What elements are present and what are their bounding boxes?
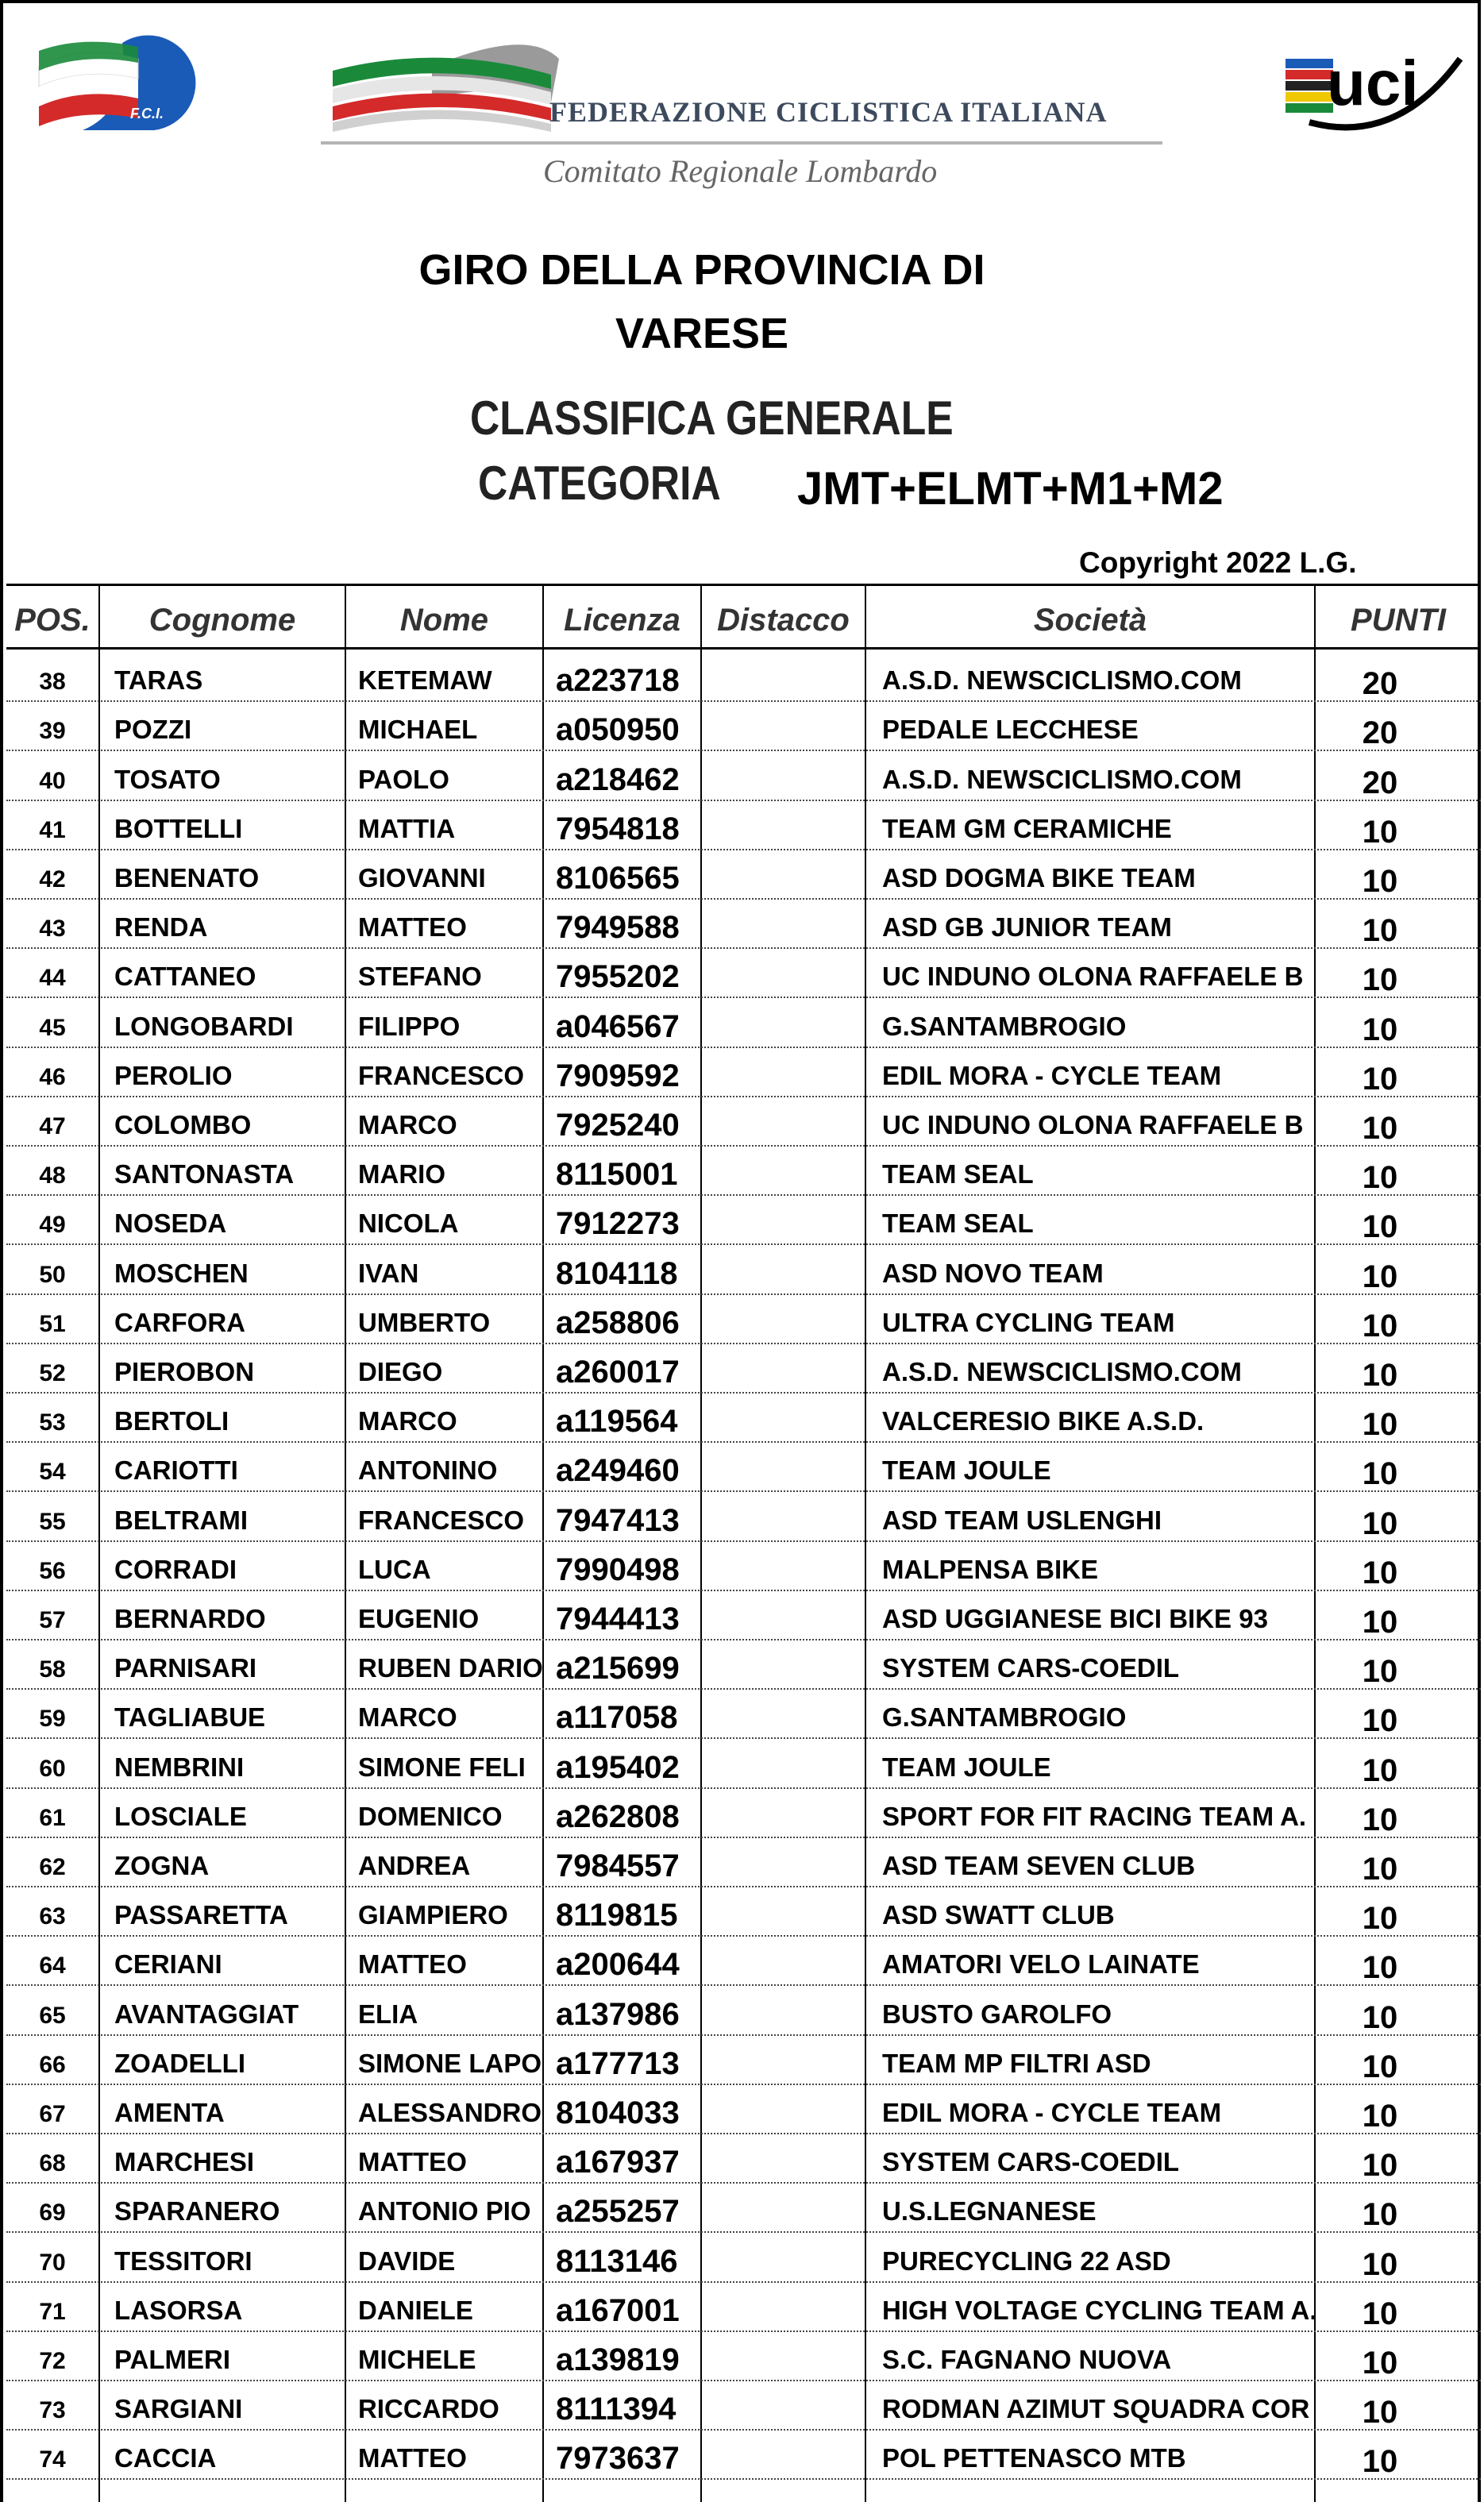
cell-licenza: a167937 [556,2145,680,2180]
cell-licenza: a139819 [556,2342,680,2377]
table-row [6,1443,1481,1492]
header-societa: Società [1033,602,1147,638]
table-row [6,1690,1481,1739]
table-row [6,850,1481,900]
table-row [6,1591,1481,1640]
cell-nome: MARCO [358,1702,457,1733]
header-pos: POS. [14,602,91,638]
cell-pos: 53 [39,1409,66,1436]
cell-nome: SIMONE FELI [358,1752,526,1782]
table-row [6,1245,1481,1294]
table-row [6,1887,1481,1937]
cell-nome: STEFANO [358,962,482,992]
cell-nome: DIEGO [358,1356,443,1386]
table-row [6,2134,1481,2184]
cell-pos: 64 [39,1953,66,1980]
cell-punti: 10 [1362,1012,1398,1047]
cell-cognome: LASORSA [114,2295,243,2325]
table-row [6,2283,1481,2332]
cell-cognome: BERNARDO [114,1603,266,1633]
table-row [6,1344,1481,1394]
cell-societa: MALPENSA BIKE [882,1554,1098,1584]
cell-licenza: 7912273 [556,1206,680,1242]
cell-pos: 67 [39,2100,66,2127]
cell-pos: 48 [39,1162,66,1189]
table-row [6,1196,1481,1245]
cell-societa: U.S.LEGNANESE [882,2196,1097,2226]
cell-cognome: CATTANEO [114,962,256,992]
cell-licenza: a050950 [556,712,680,748]
cell-punti: 10 [1362,1555,1398,1590]
cell-pos: 43 [39,916,66,943]
cell-punti: 10 [1362,1654,1398,1690]
cell-societa: TEAM GM CERAMICHE [882,813,1172,843]
federation-subtitle: Comitato Regionale Lombardo [543,153,938,189]
cell-pos: 54 [39,1459,66,1486]
cell-cognome: SARGIANI [114,2394,243,2424]
row-separator [6,2478,1481,2480]
cell-licenza: a167001 [556,2292,680,2328]
cell-punti: 10 [1362,863,1398,899]
table-row [6,1739,1481,1788]
cell-cognome: PIEROBON [114,1356,255,1386]
cell-pos: 55 [39,1508,66,1535]
federation-name: FEDERAZIONE CICLISTICA ITALIANA [549,96,1108,128]
cell-punti: 10 [1362,913,1398,949]
cell-nome: LUCA [358,1554,431,1584]
cell-pos: 60 [39,1755,66,1782]
cell-cognome: MOSCHEN [114,1258,249,1288]
cell-nome: KETEMAW [358,665,492,696]
cell-punti: 10 [1362,2148,1398,2184]
cell-cognome: LOSCIALE [114,1801,247,1831]
cell-societa: SPORT FOR FIT RACING TEAM A. [882,1801,1307,1831]
cell-licenza: 8111394 [556,2392,676,2427]
cell-societa: ASD GB JUNIOR TEAM [882,912,1172,943]
cell-societa: EDIL MORA - CYCLE TEAM [882,2097,1222,2127]
cell-punti: 10 [1362,1160,1398,1196]
table-row [6,900,1481,949]
cell-pos: 39 [39,718,66,745]
table-row [6,1147,1481,1196]
cell-punti: 10 [1362,1604,1398,1640]
cell-nome: FRANCESCO [358,1505,525,1535]
cell-licenza: a046567 [556,1008,680,1044]
table-row [6,2036,1481,2085]
cell-pos: 73 [39,2397,66,2424]
cell-societa: HIGH VOLTAGE CYCLING TEAM A. [882,2295,1317,2325]
cell-pos: 65 [39,2002,66,2029]
cell-pos: 74 [39,2446,66,2473]
cell-punti: 10 [1362,1802,1398,1837]
cell-societa: POL PETTENASCO MTB [882,2443,1186,2473]
cell-licenza: a249460 [556,1453,680,1489]
cell-licenza: a260017 [556,1354,680,1390]
cell-cognome: SPARANERO [114,2196,280,2226]
cell-pos: 59 [39,1706,66,1733]
table-row [6,1640,1481,1690]
cell-punti: 10 [1362,1851,1398,1887]
header-nome: Nome [399,602,489,638]
cell-nome: DAVIDE [358,2246,456,2276]
fci-logo-icon [35,35,210,138]
cell-punti: 20 [1362,666,1398,702]
cell-pos: 72 [39,2347,66,2374]
table-row [6,1986,1481,2035]
cell-nome: SIMONE LAPO [358,2048,542,2078]
table-top-border [6,584,1481,586]
cell-cognome: LONGOBARDI [114,1011,294,1041]
cell-pos: 49 [39,1212,66,1239]
cell-cognome: BERTOLI [114,1406,229,1436]
cell-cognome: ZOGNA [114,1850,210,1880]
cell-societa: S.C. FAGNANO NUOVA [882,2344,1172,2374]
cell-pos: 61 [39,1804,66,1831]
cell-nome: ANDREA [358,1850,471,1880]
table-row [6,2233,1481,2282]
cell-cognome: RENDA [114,912,208,943]
cell-licenza: a177713 [556,2045,680,2081]
cell-cognome: AVANTAGGIAT [114,1999,299,2029]
table-row [6,1394,1481,1443]
cell-cognome: PASSARETTA [114,1900,288,1930]
cell-pos: 70 [39,2249,66,2276]
cell-societa: G.SANTAMBROGIO [882,1702,1127,1733]
cell-punti: 10 [1362,1061,1398,1097]
cell-pos: 68 [39,2150,66,2177]
table-row [6,2381,1481,2431]
cell-nome: MICHELE [358,2344,476,2374]
copyright-text: Copyright 2022 L.G. [1079,546,1357,579]
cell-nome: UMBERTO [358,1307,491,1337]
cell-nome: MARCO [358,1109,457,1139]
race-title-line2: VARESE [615,310,789,357]
cell-societa: TEAM JOULE [882,1455,1051,1486]
cell-licenza: a137986 [556,1996,680,2032]
table-row [6,1492,1481,1541]
cell-nome: MATTEO [358,912,467,943]
cell-licenza: a223718 [556,663,680,699]
table-row [6,2332,1481,2381]
cell-pos: 69 [39,2199,66,2226]
cell-societa: ULTRA CYCLING TEAM [882,1307,1175,1337]
cell-licenza: 7947413 [556,1502,680,1538]
cell-cognome: TESSITORI [114,2246,252,2276]
cell-licenza: a258806 [556,1305,680,1340]
cell-punti: 10 [1362,1950,1398,1986]
cell-nome: MATTIA [358,813,456,843]
cell-cognome: SANTONASTA [114,1159,295,1189]
cell-licenza: a262808 [556,1798,680,1834]
cell-societa: SYSTEM CARS-COEDIL [882,2147,1180,2177]
federation-divider [321,141,1162,145]
cell-punti: 20 [1362,765,1398,800]
cell-societa: ASD TEAM SEVEN CLUB [882,1850,1196,1880]
fci-logo-text: F.C.I. [130,106,164,121]
cell-societa: A.S.D. NEWSCICLISMO.COM [882,764,1242,794]
cell-pos: 44 [39,965,66,992]
cell-pos: 57 [39,1606,66,1633]
uci-logo-text: uci [1327,48,1419,118]
cell-nome: FRANCESCO [358,1060,525,1090]
cell-licenza: 8119815 [556,1898,678,1933]
cell-pos: 58 [39,1656,66,1683]
cell-societa: ASD DOGMA BIKE TEAM [882,862,1196,892]
cell-cognome: POZZI [114,715,192,745]
cell-licenza: 8113146 [556,2243,678,2279]
cell-licenza: 7949588 [556,910,680,946]
cell-societa: ASD NOVO TEAM [882,1258,1104,1288]
cell-punti: 10 [1362,1901,1398,1937]
cell-societa: A.S.D. NEWSCICLISMO.COM [882,1356,1242,1386]
cell-pos: 47 [39,1112,66,1139]
cell-nome: ALESSANDRO [358,2097,542,2127]
cell-cognome: CACCIA [114,2443,217,2473]
cell-punti: 10 [1362,1407,1398,1443]
cell-nome: ANTONINO [358,1455,498,1486]
header-punti: PUNTI [1351,602,1446,638]
cell-punti: 10 [1362,2296,1398,2331]
cell-nome: ANTONIO PIO [358,2196,531,2226]
cell-societa: TEAM SEAL [882,1209,1034,1239]
race-title-line1: GIRO DELLA PROVINCIA DI [418,246,985,294]
cell-licenza: a215699 [556,1651,680,1687]
cell-cognome: ZOADELLI [114,2048,245,2078]
cell-cognome: PEROLIO [114,1060,233,1090]
cell-pos: 46 [39,1063,66,1090]
cell-licenza: 7954818 [556,811,680,846]
cell-societa: TEAM MP FILTRI ASD [882,2048,1151,2078]
cell-licenza: 7925240 [556,1107,680,1143]
cell-punti: 10 [1362,2395,1398,2431]
cell-societa: VALCERESIO BIKE A.S.D. [882,1406,1205,1436]
cell-nome: MATTEO [358,2147,467,2177]
cell-cognome: PARNISARI [114,1653,257,1683]
cell-pos: 40 [39,767,66,794]
cell-cognome: COLOMBO [114,1109,252,1139]
cell-pos: 41 [39,816,66,843]
cell-cognome: CORRADI [114,1554,237,1584]
cell-societa: ASD UGGIANESE BICI BIKE 93 [882,1603,1268,1633]
cell-punti: 10 [1362,2049,1398,2084]
cell-societa: ASD SWATT CLUB [882,1900,1115,1930]
cell-nome: EUGENIO [358,1603,480,1633]
table-row [6,1789,1481,1838]
cell-pos: 38 [39,669,66,696]
cell-punti: 10 [1362,1703,1398,1739]
table-row [6,2085,1481,2134]
cell-cognome: CARIOTTI [114,1455,238,1486]
cell-societa: UC INDUNO OLONA RAFFAELE B [882,962,1304,992]
classification-title: CLASSIFICA GENERALE [470,391,954,445]
cell-punti: 10 [1362,1259,1398,1294]
cell-licenza: 7909592 [556,1058,680,1093]
cell-societa: G.SANTAMBROGIO [882,1011,1127,1041]
category-value: JMT+ELMT+M1+M2 [797,463,1224,515]
cell-pos: 66 [39,2051,66,2078]
cell-punti: 10 [1362,2345,1398,2381]
table-row [6,653,1481,702]
cell-nome: DANIELE [358,2295,473,2325]
cell-pos: 56 [39,1557,66,1584]
table-row [6,1542,1481,1591]
cell-nome: GIOVANNI [358,862,486,892]
cell-licenza: a218462 [556,761,680,797]
cell-nome: MATTEO [358,2443,467,2473]
cell-licenza: 7973637 [556,2441,680,2477]
cell-cognome: BELTRAMI [114,1505,249,1535]
table-row [6,998,1481,1047]
table-row [6,1838,1481,1887]
cell-licenza: 8106565 [556,860,680,896]
table-row [6,1048,1481,1097]
cell-cognome: CERIANI [114,1949,222,1980]
cell-pos: 52 [39,1359,66,1386]
cell-pos: 71 [39,2298,66,2325]
cell-cognome: NOSEDA [114,1209,227,1239]
cell-nome: MATTEO [358,1949,467,1980]
cell-punti: 10 [1362,1308,1398,1344]
cell-cognome: TARAS [114,665,203,696]
uci-logo-icon [1278,35,1468,138]
cell-nome: RICCARDO [358,2394,499,2424]
cell-licenza: 7984557 [556,1848,680,1883]
cell-punti: 10 [1362,814,1398,850]
cell-nome: ELIA [358,1999,418,2029]
cell-punti: 10 [1362,1752,1398,1788]
cell-societa: UC INDUNO OLONA RAFFAELE B [882,1109,1304,1139]
cell-nome: PAOLO [358,764,449,794]
cell-licenza: 8115001 [556,1157,678,1193]
header-licenza: Licenza [564,602,680,638]
cell-societa: EDIL MORA - CYCLE TEAM [882,1060,1222,1090]
category-label: CATEGORIA [478,457,721,510]
cell-licenza: 8104118 [556,1255,678,1291]
cell-nome: NICOLA [358,1209,459,1239]
cell-licenza: a255257 [556,2194,680,2230]
table-row [6,1937,1481,1986]
cell-nome: RUBEN DARIO [358,1653,543,1683]
cell-punti: 10 [1362,1999,1398,2035]
table-row [6,2431,1481,2480]
cell-licenza: 7955202 [556,959,680,995]
cell-societa: TEAM JOULE [882,1752,1051,1782]
cell-nome: GIAMPIERO [358,1900,508,1930]
cell-societa: RODMAN AZIMUT SQUADRA COR [882,2394,1310,2424]
cell-punti: 10 [1362,962,1398,998]
cell-pos: 51 [39,1310,66,1337]
cell-punti: 10 [1362,2197,1398,2233]
cell-cognome: AMENTA [114,2097,225,2127]
cell-punti: 10 [1362,1110,1398,1146]
cell-societa: TEAM SEAL [882,1159,1034,1189]
cell-societa: A.S.D. NEWSCICLISMO.COM [882,665,1242,696]
cell-punti: 10 [1362,2098,1398,2134]
header-distacco: Distacco [717,602,850,638]
cell-licenza: 7990498 [556,1552,680,1587]
table-row [6,1295,1481,1344]
cell-nome: MARIO [358,1159,445,1189]
cell-cognome: BOTTELLI [114,813,243,843]
cell-nome: FILIPPO [358,1011,461,1041]
cell-cognome: TAGLIABUE [114,1702,266,1733]
cell-punti: 10 [1362,1505,1398,1541]
cell-licenza: a195402 [556,1749,680,1785]
table-row [6,1097,1481,1147]
cell-punti: 10 [1362,1209,1398,1245]
cell-societa: BUSTO GAROLFO [882,1999,1112,2029]
cell-nome: DOMENICO [358,1801,503,1831]
cell-pos: 62 [39,1853,66,1880]
cell-pos: 50 [39,1261,66,1288]
cell-societa: SYSTEM CARS-COEDIL [882,1653,1180,1683]
cell-licenza: 7944413 [556,1601,680,1637]
cell-societa: ASD TEAM USLENGHI [882,1505,1162,1535]
header-cognome: Cognome [148,602,296,638]
cell-cognome: MARCHESI [114,2147,255,2177]
cell-nome: MICHAEL [358,715,478,745]
cell-licenza: a119564 [556,1404,678,1440]
cell-pos: 63 [39,1903,66,1930]
cell-societa: PURECYCLING 22 ASD [882,2246,1171,2276]
cell-nome: IVAN [358,1258,419,1288]
table-row [6,801,1481,850]
table-row [6,702,1481,751]
table-row [6,751,1481,800]
cell-societa: AMATORI VELO LAINATE [882,1949,1200,1980]
cell-cognome: CARFORA [114,1307,245,1337]
cell-societa: PEDALE LECCHESE [882,715,1139,745]
cell-cognome: TOSATO [114,764,221,794]
cell-nome: MARCO [358,1406,457,1436]
cell-punti: 20 [1362,715,1398,751]
cell-punti: 10 [1362,2246,1398,2282]
cell-licenza: a117058 [556,1700,678,1736]
cell-pos: 45 [39,1014,66,1041]
cell-punti: 10 [1362,2444,1398,2480]
cell-punti: 10 [1362,1357,1398,1393]
cell-cognome: NEMBRINI [114,1752,245,1782]
cell-licenza: a200644 [556,1947,680,1983]
cell-punti: 10 [1362,1456,1398,1492]
cell-licenza: 8104033 [556,2095,680,2130]
cell-cognome: BENENATO [114,862,260,892]
table-row [6,2184,1481,2233]
table-row [6,949,1481,998]
cell-cognome: PALMERI [114,2344,231,2374]
cell-pos: 42 [39,865,66,892]
